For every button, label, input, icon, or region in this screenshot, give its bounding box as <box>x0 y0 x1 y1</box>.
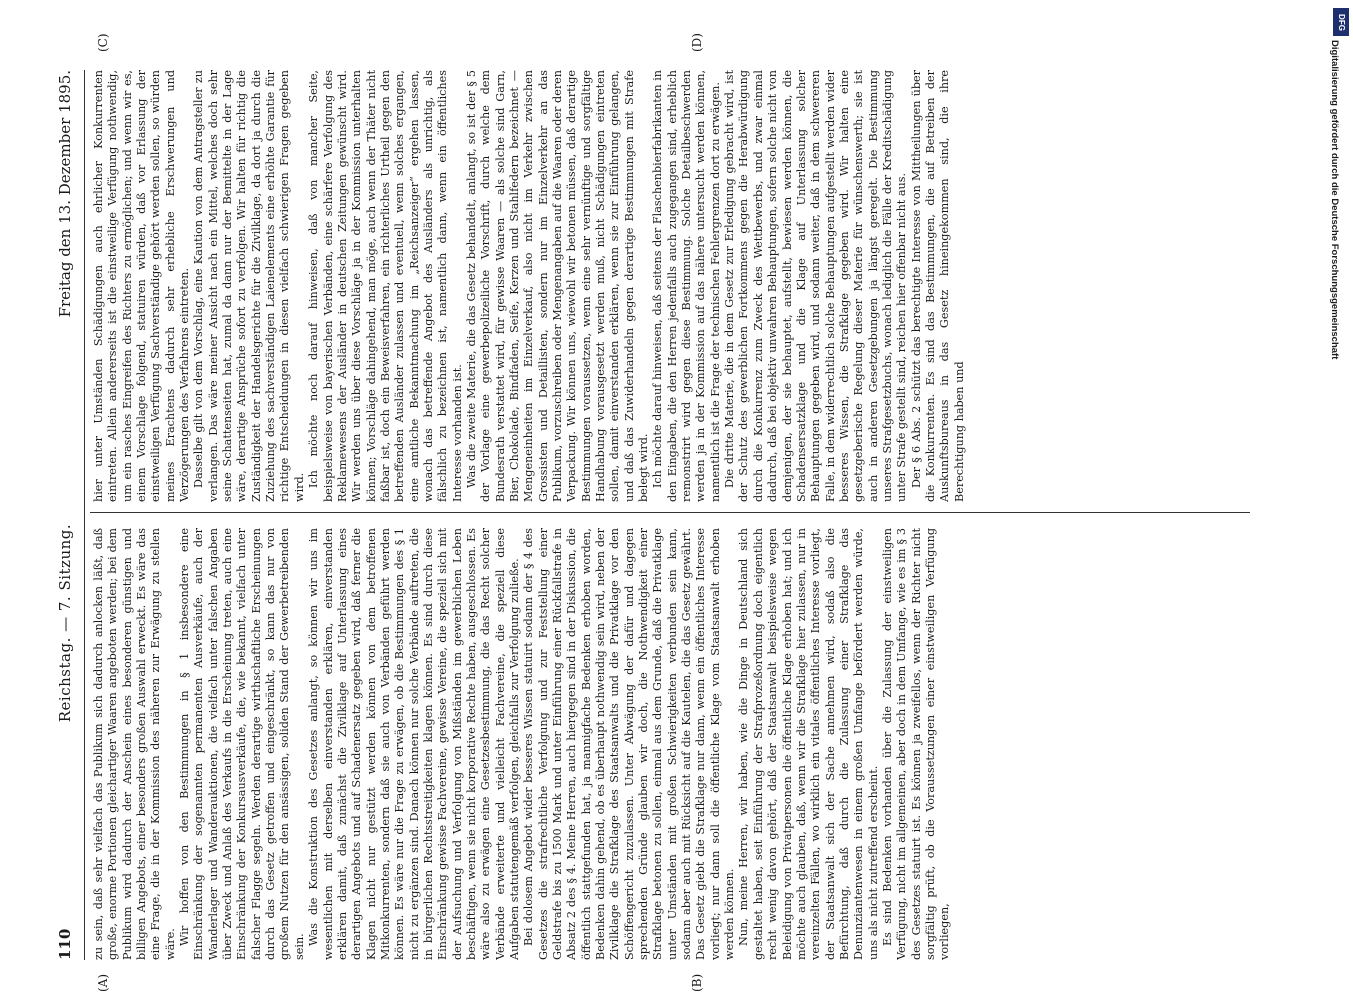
paragraph: Bei dolosem Angebot wider besseres Wissen statuirt sodann der § 4 des Gesetzes die strafrechtliche Verfolgung und zur Feststellung einer Geldstrafe bis zu 1500 Mark und unter Einführung einer Rückfallstrafe in Absatz 2 des § 4. Meine Herren, auch hiergegen sind in der Diskussion, die öffentlich stattgefunden hat, ja mannigfache Bedenken erhoben worden, Bedenken dahin gehend, ob es überhaupt nothwendig sein wird, neben der Zivilklage die Strafklage des Staatsanwalts und die Privatklage vor den Schöffengericht zuzulassen. Unter Abwägung der dafür und dagegen sprechenden Gründe glauben wir doch, die Nothwendigkeit einer Strafklage betonen zu sollen, einmal aus dem Grunde, daß die Privatklage unter Umständen mit großen Schwierigkeiten verbunden sein kann, sodann aber auch mit Rücksicht auf die Kautelen, die das Gesetz gewährt. Das Gesetz giebt die Strafklage nur dann, wenn ein öffentliches Interesse vorliegt; nur dann soll die öffentliche Klage vom Staatsanwalt erhoben werden können. <box>522 528 737 960</box>
paragraph: Dasselbe gilt von dem Vorschlag, eine Kaution von dem Antragsteller zu verlangen. Das wäre meiner Ansicht nach ein Mittel, welches doch sehr seine Schattenseiten hat, zumal da dann nur der Bemittelte in der Lage wäre, derartige Ansprüche sofort zu verfolgen. Wir halten für richtig die Zuständigkeit der Handelsgerichte für die Zivilklage, da dort ja durch die Zuziehung des sachverständigen Laienelements eine erhöhte Garantie für richtige Entscheidungen in diesen vielfach schwierigen Fragen gegeben wird. <box>192 70 306 502</box>
paragraph: Nun, meine Herren, wir haben, wie die Dinge in Deutschland sich gestaltet haben, seit Einführung der Strafprozeßordnung doch eigentlich recht wenig davon gehört, daß der Staatsanwalt beispielsweise wegen Beleidigung von Privatpersonen die öffentliche Klage erhoben hat; und ich möchte auch glauben, daß, wenn wir die Strafklage hier zulassen, nur in vereinzelten Fällen, wo wirklich ein vitales öffentliches Interesse vorliegt, der Staatsanwalt sich der Sache annehmen wird, sodaß also die Befürchtung, daß durch die Zulassung einer Strafklage das Denunziantenwesen in einem großen Umfange befördert werden würde, uns als nicht zutreffend erscheint. <box>737 528 880 960</box>
page-header <box>52 70 78 960</box>
paragraph: Wir hoffen von den Bestimmungen in § 1 insbesondere eine Einschränkung der sogenannten permanenten Ausverkäufe, auch der Wanderlager und Wanderauktionen, die vielfach unter falschen Angaben über Zweck und Anlaß des Verkaufs in die Erscheinung treten, auch eine Einschränkung der Konkursausverkäufe, die, wie bekannt, vielfach unter falscher Flagge segeln. Werden derartige wirthschaftliche Erscheinungen durch das Gesetz getroffen und eingeschränkt, so kann das nur von großem Nutzen für den ansässigen, soliden Stand der Gewerbetreibenden sein. <box>178 528 306 960</box>
paragraph: Der § 6 Abs. 2 schützt das berechtigte Interesse von Mittheilungen über die Konkurrenten. Es sind das Bestimmungen, die auf Betreiben der Auskunftsbureaus in das Gesetz hineingekommen sind, die ihre Berechtigung haben und <box>909 70 966 502</box>
paragraph: Es sind Bedenken vorhanden über die Zulassung der einstweiligen Verfügung, nicht im allgemeinen, aber doch in dem Umfange, wie es im § 3 des Gesetzes statuirt ist. Es können ja zweifellos, wenn der Richter nicht sorgfältig prüft, ob die Voraussetzungen einer einstweiligen Verfügung vorliegen, <box>880 528 952 960</box>
paragraph: hier unter Umständen Schädigungen auch ehrlicher Konkurrenten eintreten. Allein andererseits ist die einstweilige Verfügung nothwendig, um ein rasches Eingreifen des Richters zu ermöglichen; und wenn wir es, einem Vorschlage folgend, statuiren würden, daß vor Erlassung der einstweiligen Verfügung Sachverständige gehört werden sollen, so würden meines Erachtens dadurch sehr erhebliche Erschwerungen und Verzögerungen des Verfahrens eintreten. <box>92 70 192 502</box>
paragraph: Die dritte Materie, die in dem Gesetz zur Erledigung gebracht wird, ist der Schutz des gewerblichen Fortkommens gegen die Herabwürdigung durch die Konkurrenz zum Zweck des Wettbewerbs, und zwar einmal dadurch, daß bei objektiv unwahren Behauptungen, sofern solche nicht von demjenigen, der sie behauptet, aufstellt, bewiesen werden können, die Schadensersatzklage und die Klage auf Unterlassung solcher Behauptungen gegeben wird, und sodann weiter, daß in dem schwereren Falle, in dem widerrechtlich solche Behauptungen aufgestellt werden wider besseres Wissen, die Strafklage gegeben wird. Wir halten eine gesetzgeberische Regelung dieser Materie für wünschenswerth; sie ist auch in anderen Gesetzgebungen ja längst geregelt. Die Bestimmung unseres Strafgesetzbuchs, wonach lediglich die Fälle der Kreditschädigung unter Strafe gestellt sind, reichen hier offenbar nicht aus. <box>723 70 909 502</box>
header-right-title: Freitag den 13. Dezember 1895. <box>56 70 74 318</box>
margin-mark-b: (B) <box>690 973 704 992</box>
text-column-right <box>92 70 1262 502</box>
paragraph: zu sein, daß sehr vielfach das Publikum sich dadurch anlocken läßt, daß große, enorme Portionen gleichartiger Waaren angeboten werden; bei dem Publikum wird dadurch der Anschein eines besonderen günstigen und billigen Angebots, einer besonders großen Auswahl erweckt. Es wäre das eine Frage, die in der Kommission des näheren zur Erwägung zu stellen wäre. <box>92 528 177 960</box>
digitization-credit <box>1318 40 1348 980</box>
paragraph: Ich möchte darauf hinweisen, daß seitens der Flaschenbierfabrikanten in den Eingaben, die den Herren jedenfalls auch zugegangen sind, erheblich remonstrirt wird gegen diese Bestimmung. Solche Detailbeschwerden werden ja in der Kommission auf das nähere untersucht werden können, namentlich ist die Frage der technischen Fehlergrenzen dort zu erwägen. <box>651 70 722 502</box>
paragraph: Was die Konstruktion des Gesetzes anlangt, so können wir uns im wesentlichen mit derselben einverstanden erklären, einverstanden erklären damit, daß zunächst die Zivilklage auf Unterlassung eines derartigen Angebots und auf Schadenersatz gegeben wird, daß ferner die Klagen nicht nur gestützt werden können von dem betroffenen Mitkonkurrenten, sondern daß sie auch von Verbänden geführt werden können. Es wäre nur die Frage zu erwägen, ob die Bestimmungen des § 1 nicht zu ergänzen sind. Danach können nur solche Verbände auftreten, die in bürgerlichen Rechtsstreitigkeiten klagen können. Es sind durch diese Einschränkung gewisse Fachvereine, gewisse Vereine, die speziell sich mit der Aufsuchung und Verfolgung von Mißständen im gewerblichen Leben beschäftigen, wenn sie nicht korporative Rechte haben, ausgeschlossen. Es wäre also zu erwägen eine Gesetzesbestimmung, die das Recht solcher Verbände erweiterte und vielleicht Fachvereine, die speziell diese Aufgaben statutengemäß verfolgen, gleichfalls zur Verfolgung zuließe. <box>307 528 521 960</box>
header-left-title: Reichstag. — 7. Sitzung. <box>56 523 74 723</box>
credit-text: Digitalisierung gefördert durch die Deutsche Forschungsgemeinschaft <box>1329 40 1340 360</box>
text-column-left <box>92 528 1262 960</box>
margin-mark-d: (D) <box>690 33 704 52</box>
paragraph: Ich möchte noch darauf hinweisen, daß von mancher Seite, beispielsweise von bayerischen Verbänden, eine schärfere Verfolgung des Reklamewesens der Ausländer in deutschen Zeitungen gewünscht wird. Wir werden uns über diese Vorschläge ja in der Kommission unterhalten können; Vorschläge dahingehend, man möge, auch wenn der Thäter nicht faßbar ist, doch ein Beweisverfahren, ein richterliches Urtheil gegen den betreffenden Ausländer zulassen und eventuell, wenn solches ergangen, eine amtliche Bekanntmachung im „Reichsanzeiger“ ergehen lassen, wonach das betreffende Angebot des Ausländers als unrichtig, als fälschlich zu bezeichnen ist, namentlich dann, wenn ein öffentliches Interesse vorhanden ist. <box>307 70 464 502</box>
margin-mark-c: (C) <box>96 33 110 52</box>
margin-mark-a: (A) <box>96 973 110 992</box>
header-rule <box>84 70 85 960</box>
page-number: 110 <box>56 928 74 960</box>
paragraph: Was die zweite Materie, die das Gesetz behandelt, anlangt, so ist der § 5 der Vorlage eine gewerbepolizeiliche Vorschrift, durch welche dem Bundesrath verstattet wird, für gewisse Waaren — als solche sind Garn, Bier, Chokolade, Bindfaden, Seife, Kerzen und Stahlfedern bezeichnet — Mengeneinheiten im Einzelverkauf, also nicht im Verkehr zwischen Grossisten und Detaillisten, sondern nur im Einzelverkehr an das Publikum, vorzuschreiben oder Mengenangaben auf die Waaren oder deren Verpackung. Wir können uns, wiewohl wir betonen müssen, daß derartige Bestimmungen voraussetzen, wenn eine sehr vernünftige und sorgfältige Handhabung vorausgesetzt werden muß, nicht Schädigungen eintreten sollen, damit einverstanden erklären, wenn sie zur Einführung gelangen, und daß das Zuwiderhandeln gegen derartige Bestimmungen mit Strafe belegt wird. <box>464 70 651 502</box>
dfg-logo: DFG <box>1333 8 1349 36</box>
column-divider <box>90 512 1250 513</box>
